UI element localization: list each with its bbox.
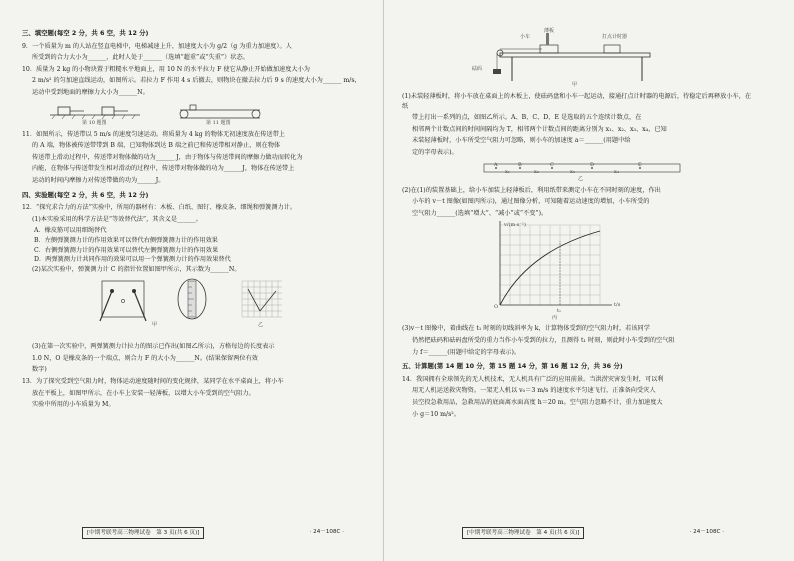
q10-q11-figures [22, 101, 374, 127]
q14-text: 用无人机运送救灾物资。一架无人机以 v₀＝3 m/s 的速度水平匀速飞行，正准备向受灾人 [412, 387, 656, 395]
q12-text: (3)在第一次实验中，两弹簧测力计拉力的图示已作出(如图乙所示)，方格每边的长度表示 [32, 343, 275, 351]
tape-distance: x₄ [614, 168, 619, 175]
section-title: 五、计算题(第 14 题 10 分，第 15 题 14 分，第 16 题 12 分，共 36 分) [402, 362, 623, 371]
q13-text: 放在平板上，如图甲所示，在小车上安装一轻薄板，以增大小车受到的空气阻力。 [32, 389, 255, 397]
q11-text: 的 A 端，物体被传送带带到 B 端，已知物体到达 B 端之前已和传送带相对静止，则在物体 [32, 142, 281, 150]
q13-part1: (1)未装轻薄板时，将小车放在桌面上的木板上，使砝码盘和小车一起运动，接通打点计时器的电源后，待稳定后再释放小车，在纸 [402, 93, 752, 110]
tape-distance: x₃ [570, 168, 575, 175]
tape-point: E [638, 161, 642, 168]
q12-text: (2)某次实验中，弹簧测力计 C 的指针位置如图甲所示，其示数为______N。 [32, 265, 241, 273]
q13-part2: 空气阻力______(选填“增大”、“减小”或“不变”)。 [412, 209, 548, 217]
figure-caption: 甲 [572, 82, 578, 88]
vt-graph [488, 221, 628, 317]
q11-text: 11．如图所示，传送带以 5 m/s 的速度匀速运动。将质量为 4 kg 的物体无初速度放在传送带上 [22, 130, 285, 138]
q13-part2: 小车的 v－t 图像(如图丙所示)，通过图像分析，可知随着运动速度的增加，小车所受的 [412, 198, 650, 206]
q12-figures [22, 277, 374, 339]
q12-text: (1)本实验采用的科学方法是“等效替代法”，其含义是______。 [32, 215, 202, 223]
q13-part3: 力 f＝______(用题中给定的字母表示)。 [412, 348, 521, 356]
exam-code: · 24－108C · [309, 529, 344, 535]
page-footer [402, 527, 754, 539]
tape-distance: x₂ [534, 168, 539, 175]
right-page [402, 24, 754, 539]
q12-text: 12．“探究求合力的方法”实验中，所用的器材有：木板、白纸、图钉、橡皮条、细绳和弹簧测力计。 [22, 204, 297, 212]
figure-spring-balance [92, 277, 352, 335]
figure-caption: 甲 [152, 322, 158, 329]
q13-part3: (3)v－t 图像中，着曲线在 t₁ 时刻的切线斜率为 k，计算物体受到的空气阻力时，若该同学 [402, 325, 650, 333]
page-footer [22, 527, 374, 539]
option-a: A．橡皮筋可以用细绳替代 [34, 227, 107, 235]
q10-text: 运动中受到地面的摩擦力大小为______N。 [32, 88, 149, 96]
option-d: D．两弹簧测力计共同作用的效果可以用一个弹簧测力计的作用效果替代 [34, 256, 231, 264]
tape-point: C [550, 161, 554, 168]
q13-part1: 相邻两个计数点间的时间间隔均为 T，相邻两个计数点间的距离分别为 x₁、x₂、x₃、x₄，已知 [412, 125, 667, 133]
graph-origin: O [494, 304, 499, 311]
label-board: 薄板 [544, 28, 555, 34]
paper-tape [482, 161, 682, 175]
apparatus-figure [402, 27, 754, 89]
label-weight: 砝码 [472, 66, 483, 72]
option-b: B．左侧弹簧测力计的作用效果可以替代右侧弹簧测力计的作用效果 [34, 236, 218, 244]
q13-text: 13．为了探究受到空气阻力时，物体运动速度随时间的变化规律，某同学在水平桌面上，将小车 [22, 378, 284, 386]
figure-caption: 乙 [258, 322, 264, 329]
q10-text: 2 m/s² 的匀加速直线运动，如图所示。若拉力 F 作用 4 s 后撤去，则物块在撤去拉力后 9 s 的速度大小为______ m/s， [32, 77, 361, 85]
footer-label: [中期考联考高三物理试卷 第 4 页(共 6 页)] [462, 527, 584, 539]
q14-text: 员空投急救用品，急救用品的底面离水面高度 h＝20 m。空气阻力忽略不计，重力加速度大 [412, 398, 663, 406]
tape-point: B [518, 161, 522, 168]
option-c: C．右侧弹簧测力计的作用效果可以替代左侧弹簧测力计的作用效果 [34, 246, 219, 254]
label-cart: 小车 [520, 34, 531, 40]
tape-point: A [494, 161, 498, 168]
q14-text: 小 g＝10 m/s²。 [412, 410, 460, 418]
q13-part3: 仍然把砝码和砝码盘所受的重力当作小车受到的拉力，且测得 t₁ 时刻，则此时小车受到的空气阻 [412, 336, 675, 344]
q12-text: 1.0 N，O 是橡皮条的一个端点，则合力 F 的大小为______N。(结果保留两位有效 [32, 354, 258, 362]
cart-apparatus-drawing [482, 27, 682, 83]
q9-text: 9．一个质量为 m 的人站在竖直电梯中，电梯减速上升，加速度大小为 g/2（g 为重力加速度）。人 [22, 42, 292, 50]
figure-caption: 第 10 题图 [82, 119, 107, 126]
graph-y-label: v/(m·s⁻¹) [504, 222, 526, 229]
section-title: 四、实验题(每空 2 分，共 6 空，共 12 分) [22, 190, 149, 199]
q13-part2: (2)在(1)的装置基础上，给小车加装上轻薄板后，利用纸带来测定小车在不同时刻的速度，作出 [402, 186, 661, 194]
q11-text: 内能，在物体与传送带发生相对滑动的过程中，传送带对物体做的功为______J，物体在传送带上 [32, 165, 295, 173]
q13-part1: 定的字母表示)。 [412, 148, 458, 156]
vt-graph-figure [402, 221, 754, 321]
q14-text: 14．我国拥有全球领先的无人机技术，无人机具有广泛的应用前景。当洪涝灾害发生时，可以利 [402, 375, 664, 383]
tape-figure [402, 161, 754, 183]
tape-distance: x₁ [505, 168, 510, 175]
tape-point: D [590, 161, 595, 168]
q10-text: 10．质量为 2 kg 的小物块置于粗糙水平地面上，用 10 N 的水平拉力 F 使它从静止开始做加速度大小为 [22, 65, 310, 73]
figure-caption: 丙 [552, 315, 558, 322]
graph-t1: t₁ [557, 308, 562, 315]
section-title: 三、填空题(每空 2 分，共 6 空，共 12 分) [22, 29, 149, 37]
footer-label: [中期考联考高三物理试卷 第 3 页(共 6 页)] [82, 527, 204, 539]
q11-text: 传送带上滑动过程中，传送带对物体做的功为______ J，由于物体与传送带间的摩擦力做功而转化为 [32, 153, 303, 161]
graph-x-label: t/s [614, 302, 621, 309]
label-timer: 打点计时器 [602, 34, 628, 40]
figure-block-push [50, 101, 280, 121]
q13-part1: 未装轻薄板时，小车所受空气阻力可忽略，则小车的加速度 a＝______(用题中给 [412, 137, 631, 145]
page-fold [383, 0, 384, 561]
figure-caption: 乙 [578, 175, 584, 182]
exam-code: · 24－108C · [689, 529, 724, 535]
q11-text: 运动的时间内摩擦力对传送带做的功为______J。 [32, 176, 165, 184]
q13-text: 实验中所用的小车质量为 M。 [32, 401, 115, 409]
figure-caption: 第 11 题图 [206, 119, 231, 126]
q9-text: 所受到的合力大小为______，此时人处于______（选填“超重”或“失重”）状态。 [32, 54, 249, 62]
q13-part1: 带上打出一系列的点，如图乙所示。A、B、C、D、E 是选取的五个连续计数点，在 [412, 114, 642, 122]
q12-text: 数字) [32, 366, 47, 374]
left-page [22, 24, 374, 539]
